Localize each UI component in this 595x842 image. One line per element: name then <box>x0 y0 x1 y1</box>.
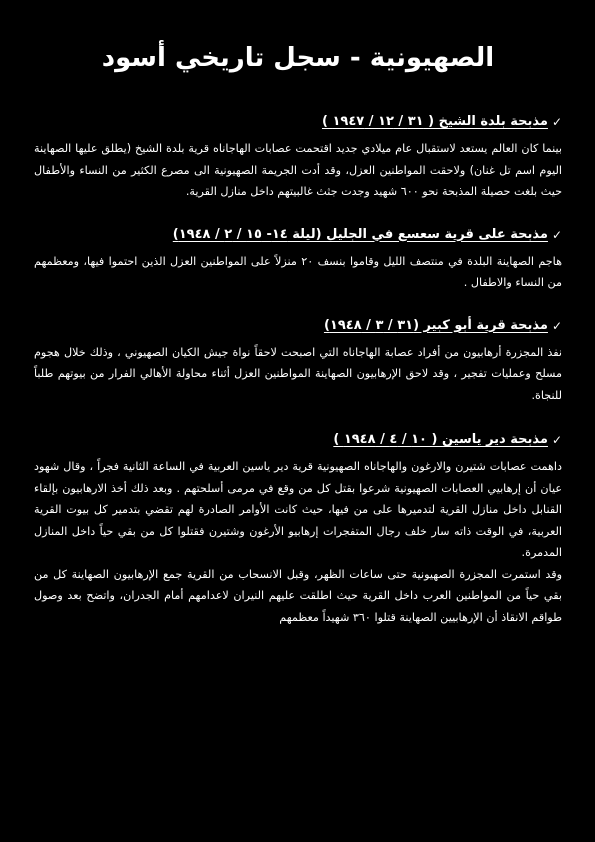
section-deir-yassin <box>34 432 562 628</box>
section-heading <box>34 318 562 334</box>
checkmark-bullet-icon: ✓ <box>551 433 562 447</box>
section-paragraph: وقد استمرت المجزرة الصهيونية حتى ساعات الظهر، وقبل الانسحاب من القرية جمع الإرهابيون الصهاينة كل من بقي حياً من المواطنين العرب داخل القرية حيث اطلقت عليهم النيران لاعدامهم أمام الجدران، واتضح بعد وصول طواقم الانقاذ أن الإرهابيين الصهاينة قتلوا ٣٦٠ شهيداً معظمهم <box>34 567 562 624</box>
section-heading-text: مذبحة دير ياسين ( ١٠ / ٤ / ١٩٤٨ ) <box>333 432 548 447</box>
section-paragraph: داهمت عصابات شتيرن والارغون والهاجاناه الصهيونية قرية دير ياسين العربية في الساعة الثانية فجراً ، وقال شهود عيان أن إرهابيي العصابات الصهيونية شرعوا بقتل كل من وقع في مرمى أسلحتهم . وبعد ذلك أخذ الارهابيون بإلقاء القنابل داخل منازل القرية لتدميرها على من فيها، حيث كانت الأوامر الصادرة لهم تقضي بتدمير كل بيوت القرية العربية، في الوقت ذاته سار خلف رجال المتفجرات إرهابيو الأرغون وشتيرن فقتلوا كل من بقي حياً داخل المنازل المدمرة. <box>34 460 562 559</box>
checkmark-bullet-icon: ✓ <box>551 115 562 129</box>
section-paragraph: هاجم الصهاينة البلدة في منتصف الليل وقاموا بنسف ٢٠ منزلاً على المواطنين العزل الذين احتموا فيها، ومعظمهم من النساء والاطفال . <box>34 254 562 289</box>
section-heading-text: مذبحة بلدة الشيخ ( ٣١ / ١٢ / ١٩٤٧ ) <box>321 114 548 129</box>
section-paragraph: نفذ المجزرة أرهابيون من أفراد عصابة الهاجاناه التي اصبحت لاحقاً نواة جيش الكيان الصهيوني ، وذلك خلال هجوم مسلح وعمليات تفجير ، وقد لاحق الإرهابيون الصهاينة المواطنين العزل أثناء محاولة الأهالي الفرار من بيوتهم طلباً للنجاة. <box>34 345 562 402</box>
section-balad-al-sheikh <box>34 114 562 203</box>
section-heading <box>34 114 562 130</box>
section-heading <box>34 432 562 448</box>
page-title: الصهيونية - سجل تاريخي أسود <box>101 43 495 73</box>
section-sasa <box>34 227 562 294</box>
section-paragraph: بينما كان العالم يستعد لاستقبال عام ميلادي جديد اقتحمت عصابات الهاجاناه قرية بلدة الشيخ (يطلق عليها الصهاينة اليوم اسم تل غنان) ولاحقت المواطنين العزل، وقد أدت الجريمة الصهيونية الى مصرع الكثير من النساء والأطفال حيث بلغت حصيلة المذبحة نحو ٦٠٠ شهيد وجدت جثث غالبيتهم داخل منازل القرية. <box>34 142 562 198</box>
checkmark-bullet-icon: ✓ <box>551 318 562 333</box>
checkmark-bullet-icon: ✓ <box>551 227 562 242</box>
section-abu-kabir <box>34 318 562 407</box>
section-heading <box>34 227 562 243</box>
section-heading-text: مذبحة على قرية سعسع في الجليل (ليلة ١٤- ١٥ / ٢ / ١٩٤٨) <box>172 226 548 242</box>
section-heading-text: مذبحة قرية أبو كبير (٣١ / ٣ / ١٩٤٨) <box>323 317 548 333</box>
